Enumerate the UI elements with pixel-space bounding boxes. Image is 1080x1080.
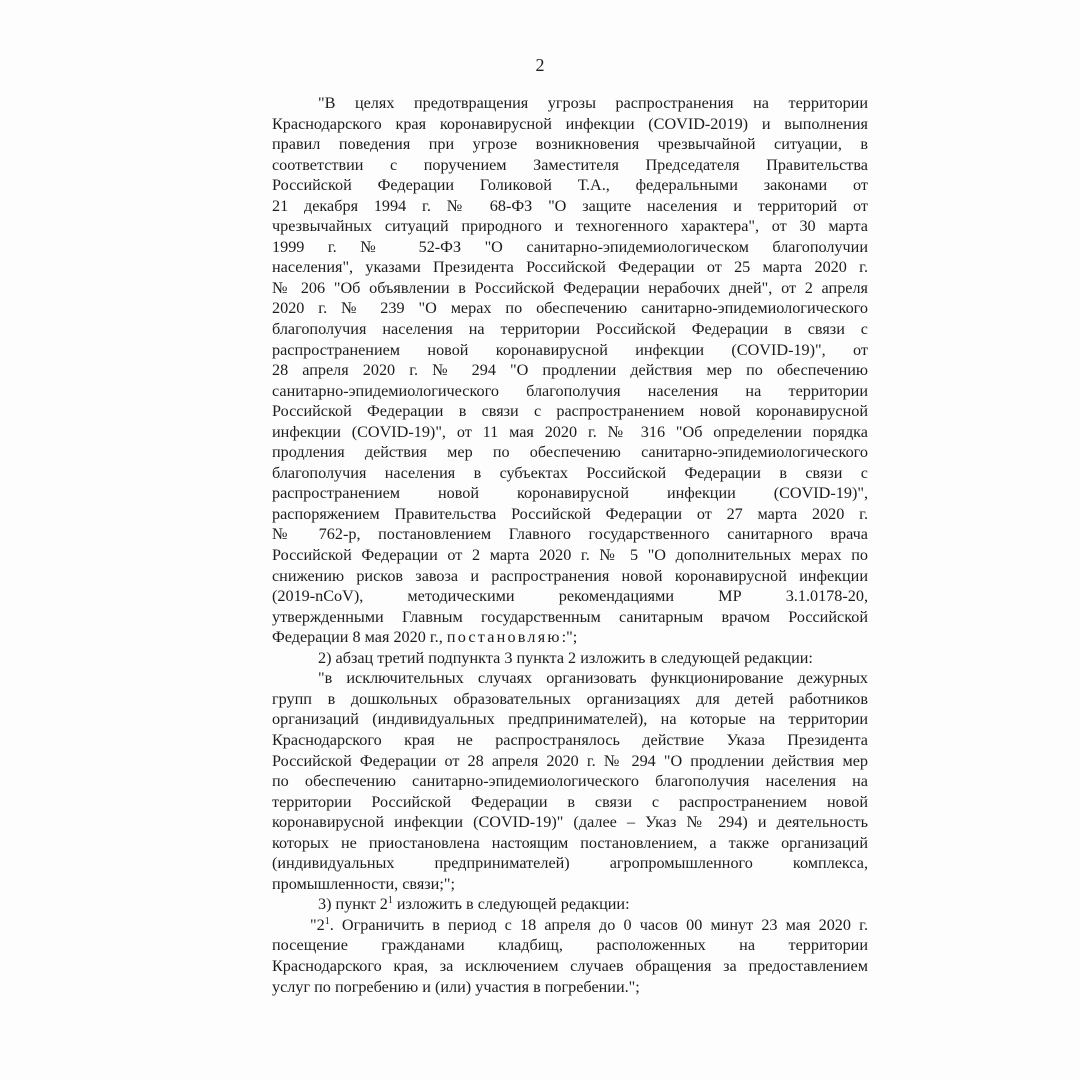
text-line: Российской Федерации от 2 марта 2020 г. № 5 "О дополнительных мерах по xyxy=(272,546,868,565)
clause-tail: . Ограничить в период с 18 апреля до 0 часов 00 минут 23 мая 2020 г. xyxy=(329,915,868,934)
text-line-resolution xyxy=(272,627,868,648)
text-line: организаций (индивидуальных предпринимателей), на которые на территории xyxy=(272,710,868,729)
text-line: Краснодарского края не распространялось действие Указа Президента xyxy=(272,730,868,749)
text-line: инфекции (COVID-19)", от 11 мая 2020 г. № 316 "Об определении порядка xyxy=(272,422,868,441)
text-line: № 762-р, постановлением Главного государственного санитарного врача xyxy=(272,525,868,544)
text-line: коронавирусной инфекции (COVID-19)" (далее – Указ № 294) и деятельность xyxy=(272,813,868,832)
text-line: благополучия населения в субъектах Российской Федерации в связи с xyxy=(272,463,868,482)
text-line: 1999 г. № 52-ФЗ "О санитарно-эпидемиологическом благополучии xyxy=(272,237,868,256)
text-line: "В целях предотвращения угрозы распространения на территории xyxy=(318,94,868,112)
resolve-tail: :"; xyxy=(561,628,578,647)
clause-lead: "2 xyxy=(310,915,325,934)
document-body xyxy=(272,93,868,997)
text-line: чрезвычайных ситуаций природного и техногенного характера", от 30 марта xyxy=(272,217,868,236)
text-line: (индивидуальных предпринимателей) агропромышленного комплекса, xyxy=(272,854,868,873)
text-line: 28 апреля 2020 г. № 294 "О продлении действия мер по обеспечению xyxy=(272,361,868,380)
resolution-lead: Федерации 8 мая 2020 г., xyxy=(272,628,447,647)
text-line: Российской Федерации от 28 апреля 2020 г. № 294 "О продлении действия мер xyxy=(272,751,868,770)
text-line: населения", указами Президента Российской Федерации от 25 марта 2020 г. xyxy=(272,258,868,277)
text-line: Краснодарского края коронавирусной инфекции (COVID-2019) и выполнения xyxy=(272,114,868,133)
text-line: распространением новой коронавирусной инфекции (COVID-19)", xyxy=(272,484,868,503)
text-line: групп в дошкольных образовательных организациях для детей работников xyxy=(272,689,868,708)
superscript-1: 1 xyxy=(324,915,330,927)
text-line: "в исключительных случаях организовать функционирование дежурных xyxy=(318,669,868,688)
text-line-clause-2-1 xyxy=(272,915,868,936)
page-number: 2 xyxy=(535,55,545,75)
item-3-tail: изложить в следующей редакции: xyxy=(392,895,630,914)
text-line: промышленности, связи;"; xyxy=(272,874,455,893)
text-line: 2) абзац третий подпункта 3 пункта 2 изложить в следующей редакции: xyxy=(318,648,813,667)
text-line: № 206 "Об объявлении в Российской Федерации нерабочих дней", от 2 апреля xyxy=(272,278,868,297)
text-line: услуг по погребению и (или) участия в погребении."; xyxy=(272,977,640,996)
text-line: по обеспечению санитарно-эпидемиологического благополучия населения на xyxy=(272,772,868,791)
text-line: посещение гражданами кладбищ, расположенных на территории xyxy=(272,936,868,955)
text-line: 2020 г. № 239 "О мерах по обеспечению санитарно-эпидемиологического xyxy=(272,299,868,318)
text-line-item-3 xyxy=(272,894,868,915)
text-line: снижению рисков завоза и распространения новой коронавирусной инфекции xyxy=(272,566,868,585)
resolve-word: постановляю xyxy=(446,628,562,647)
text-line: благополучия населения на территории Российской Федерации в связи с xyxy=(272,320,868,339)
text-line: которых не приостановлена настоящим постановлением, а также организаций xyxy=(272,833,868,852)
text-line: соответствии с поручением Заместителя Председателя Правительства xyxy=(272,155,868,174)
text-line: Краснодарского края, за исключением случаев обращения за предоставлением xyxy=(272,956,868,975)
text-line: продления действия мер по обеспечению санитарно-эпидемиологического xyxy=(272,443,868,462)
text-line: Российской Федерации Голиковой Т.А., федеральными законами от xyxy=(272,176,868,195)
text-line: 21 декабря 1994 г. № 68-ФЗ "О защите населения и территорий от xyxy=(272,196,868,215)
text-line: распоряжением Правительства Российской Федерации от 27 марта 2020 г. xyxy=(272,504,868,523)
text-line: санитарно-эпидемиологического благополучия населения на территории xyxy=(272,381,868,400)
text-line: распространением новой коронавирусной инфекции (COVID-19)", от xyxy=(272,340,868,359)
text-line: правил поведения при угрозе возникновения чрезвычайной ситуации, в xyxy=(272,135,868,154)
text-line: (2019-nCoV), методическими рекомендациями МР 3.1.0178-20, xyxy=(272,587,868,606)
text-line: территории Российской Федерации в связи с распространением новой xyxy=(272,792,868,811)
text-line: утвержденными Главным государственным санитарным врачом Российской xyxy=(272,607,868,626)
superscript-1: 1 xyxy=(387,895,393,907)
item-3-lead: 3) пункт 2 xyxy=(318,895,388,914)
text-line: Российской Федерации в связи с распространением новой коронавирусной xyxy=(272,402,868,421)
